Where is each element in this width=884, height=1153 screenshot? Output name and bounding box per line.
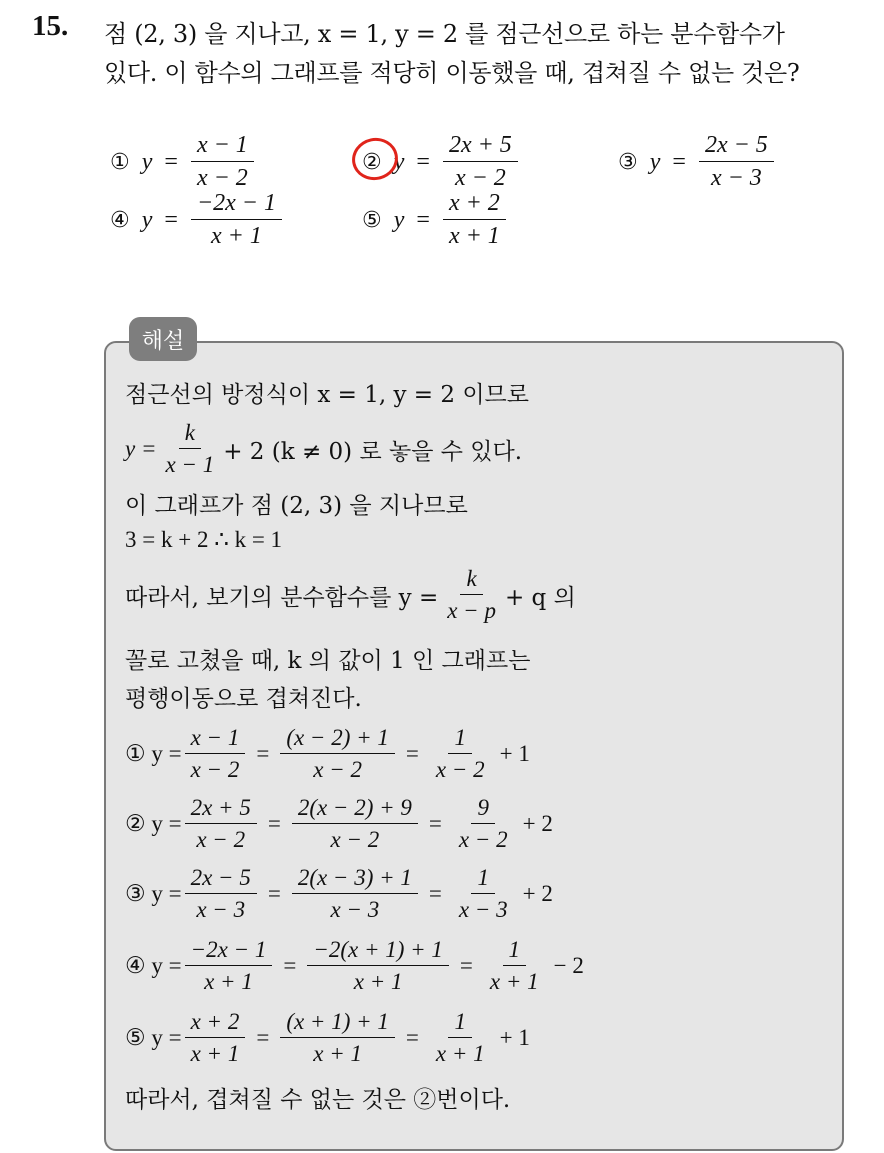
fraction-numerator: 2x + 5 — [185, 795, 257, 824]
fraction-denominator: x − 2 — [196, 165, 248, 191]
fraction-numerator: k — [460, 566, 482, 595]
transform-row-4: ④ y = $\frac{-2x - 1}{x + 1}$ = $\frac{-2(x + 1) + 1}{x + 1}$ = $\frac{1}{x + 1}$ − 2 — [125, 937, 584, 994]
fraction-denominator: x − 2 — [454, 165, 506, 191]
row-lhs: ④ y = — [125, 953, 182, 978]
solution-text: 따라서, 겹쳐질 수 없는 것은 ②번이다. — [125, 1087, 511, 1113]
choice-equals: = — [164, 206, 178, 233]
fraction — [185, 937, 273, 995]
fraction — [292, 865, 418, 923]
fraction-numerator: x − 1 — [185, 725, 246, 754]
choice-mark: ④ — [110, 207, 130, 233]
solution-conclusion — [125, 1081, 510, 1114]
transform-row-1: ① y = $\frac{x - 1}{x - 2}$ = $\frac{(x - 2) + 1}{x - 2}$ = $\frac{1}{x - 2}$ + 1 — [125, 725, 530, 782]
fraction — [307, 937, 449, 995]
row-tail: + 2 — [522, 881, 553, 906]
fraction — [292, 795, 418, 853]
choice-3[interactable] — [618, 132, 777, 192]
choice-equals: = — [672, 148, 686, 175]
fraction-denominator: x + 1 — [211, 223, 262, 249]
fraction-numerator: x + 2 — [185, 1009, 246, 1038]
solution-line-2 — [125, 420, 522, 478]
row-tail: + 1 — [499, 741, 530, 766]
fraction — [185, 1009, 246, 1067]
fraction — [185, 865, 257, 923]
fraction-denominator: x + 1 — [190, 1041, 240, 1066]
fraction — [159, 420, 220, 478]
fraction-numerator: 1 — [471, 865, 495, 894]
question-number: 15. — [32, 10, 69, 42]
fraction-denominator: x − 2 — [458, 827, 508, 852]
choice-mark: ① — [110, 149, 130, 175]
choice-1[interactable] — [110, 132, 257, 192]
equation-rhs: + 2 (k ≠ 0) 로 놓을 수 있다. — [223, 438, 523, 465]
fraction-numerator: 9 — [471, 795, 495, 824]
fraction-denominator: x + 1 — [435, 1041, 485, 1066]
equation-rhs: + q 의 — [504, 584, 576, 611]
choice-equals: = — [416, 206, 430, 233]
choice-5[interactable] — [362, 190, 509, 250]
fraction — [430, 725, 491, 783]
fraction-numerator: (x + 1) + 1 — [280, 1009, 395, 1038]
fraction-denominator: x + 1 — [489, 969, 539, 994]
choice-fraction — [699, 132, 774, 192]
transform-row-3: ③ y = $\frac{2x - 5}{x - 3}$ = $\frac{2(x - 3) + 1}{x - 3}$ = $\frac{1}{x - 3}$ + 2 — [125, 865, 553, 922]
row-lhs: ② y = — [125, 811, 182, 836]
fraction-denominator: x − 2 — [330, 827, 380, 852]
transform-row-5: ⑤ y = $\frac{x + 2}{x + 1}$ = $\frac{(x + 1) + 1}{x + 1}$ = $\frac{1}{x + 1}$ + 1 — [125, 1009, 530, 1066]
equation-lhs: y = — [125, 436, 157, 461]
choice-4[interactable] — [110, 190, 285, 250]
solution-text: 점근선의 방정식이 x = 1, y = 2 이므로 — [125, 382, 529, 408]
row-lhs: ③ y = — [125, 881, 182, 906]
choice-lhs: y — [649, 148, 661, 175]
fraction — [280, 1009, 395, 1067]
choice-fraction — [191, 190, 282, 250]
solution-line-6 — [125, 642, 530, 675]
fraction — [185, 725, 246, 783]
choice-mark: ② — [362, 149, 382, 175]
choice-mark: ③ — [618, 149, 638, 175]
fraction-numerator: 2x − 5 — [699, 132, 774, 162]
fraction — [453, 795, 514, 853]
choice-lhs: y — [141, 148, 153, 175]
choice-equals: = — [416, 148, 430, 175]
fraction-denominator: x − 2 — [190, 757, 240, 782]
choice-fraction — [443, 132, 518, 192]
fraction-numerator: 2x − 5 — [185, 865, 257, 894]
choice-lhs: y — [393, 148, 405, 175]
solution-text: 이 그래프가 점 (2, 3) 을 지나므로 — [125, 493, 468, 519]
choice-fraction — [191, 132, 254, 192]
choice-equals: = — [164, 148, 178, 175]
fraction-numerator: −2x − 1 — [185, 937, 273, 966]
solution-line-5 — [125, 566, 576, 624]
solution-line-7 — [125, 680, 362, 713]
fraction-numerator: x + 2 — [443, 190, 506, 220]
fraction-numerator: 2(x − 2) + 9 — [292, 795, 418, 824]
fraction — [430, 1009, 491, 1067]
fraction — [441, 566, 502, 624]
solution-line-1 — [125, 376, 529, 409]
fraction — [185, 795, 257, 853]
fraction-denominator: x − 1 — [165, 452, 215, 477]
fraction-denominator: x − 3 — [196, 897, 246, 922]
row-lhs: ⑤ y = — [125, 1025, 182, 1050]
fraction-denominator: x − 3 — [458, 897, 508, 922]
fraction-denominator: x − 2 — [196, 827, 246, 852]
row-tail: − 2 — [553, 953, 584, 978]
fraction-numerator: 2x + 5 — [443, 132, 518, 162]
fraction — [280, 725, 395, 783]
fraction-numerator: 1 — [448, 1009, 472, 1038]
fraction — [484, 937, 545, 995]
fraction-denominator: x + 1 — [204, 969, 253, 994]
row-tail: + 1 — [499, 1025, 530, 1050]
fraction-denominator: x − 3 — [710, 165, 762, 191]
transform-row-2: ② y = $\frac{2x + 5}{x - 2}$ = $\frac{2(x - 2) + 9}{x - 2}$ = $\frac{9}{x - 2}$ + 2 — [125, 795, 553, 852]
fraction-numerator: k — [179, 420, 201, 449]
row-tail: + 2 — [522, 811, 553, 836]
solution-line-3 — [125, 487, 468, 520]
solution-tag: 해설 — [129, 317, 197, 361]
choice-lhs: y — [141, 206, 153, 233]
fraction-denominator: x + 1 — [313, 1041, 362, 1066]
fraction-denominator: x + 1 — [353, 969, 403, 994]
solution-text: 평행이동으로 겹쳐진다. — [125, 686, 362, 712]
choice-lhs: y — [393, 206, 405, 233]
row-lhs: ① y = — [125, 741, 182, 766]
fraction-numerator: −2(x + 1) + 1 — [307, 937, 449, 966]
fraction-numerator: −2x − 1 — [191, 190, 282, 220]
question-text-line-2: 있다. 이 함수의 그래프를 적당히 이동했을 때, 겹쳐질 수 없는 것은? — [104, 59, 800, 87]
fraction-numerator: x − 1 — [191, 132, 254, 162]
question-text-line-1: 점 (2, 3) 을 지나고, x = 1, y = 2 를 점근선으로 하는 분수함수가 — [104, 20, 785, 48]
fraction-numerator: 1 — [503, 937, 527, 966]
equation-lhs: 따라서, 보기의 분수함수를 y = — [125, 584, 439, 611]
fraction-denominator: x + 1 — [448, 223, 500, 249]
fraction-denominator: x − p — [447, 598, 496, 623]
choice-fraction — [443, 190, 506, 250]
fraction-denominator: x − 3 — [330, 897, 380, 922]
solution-text: 꼴로 고쳤을 때, k 의 값이 1 인 그래프는 — [125, 648, 531, 674]
fraction-denominator: x − 2 — [435, 757, 485, 782]
fraction — [453, 865, 514, 923]
choice-mark: ⑤ — [362, 207, 382, 233]
solution-text: 3 = k + 2 ∴ k = 1 — [125, 527, 283, 552]
fraction-numerator: 2(x − 3) + 1 — [292, 865, 418, 894]
solution-line-4 — [125, 527, 282, 553]
fraction-numerator: (x − 2) + 1 — [280, 725, 395, 754]
fraction-numerator: 1 — [448, 725, 472, 754]
fraction-denominator: x − 2 — [313, 757, 362, 782]
